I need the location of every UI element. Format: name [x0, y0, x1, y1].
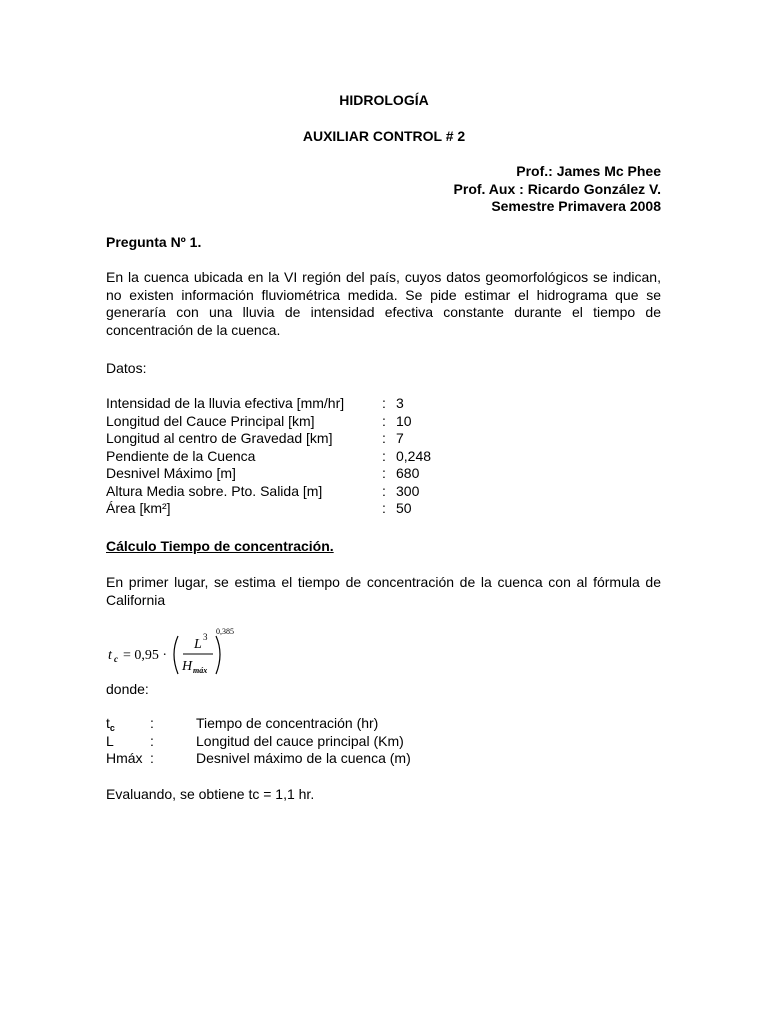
data-label: Datos:	[106, 360, 147, 376]
formula-lhs-subscript: c	[114, 654, 118, 664]
formula-exponent: 0,385	[216, 627, 234, 636]
data-row-label: Desnivel Máximo [m]	[106, 465, 236, 481]
variable-description: Desnivel máximo de la cuenca (m)	[196, 750, 411, 766]
variable-description: Longitud del cauce principal (Km)	[196, 732, 404, 749]
tc-section-heading: Cálculo Tiempo de concentración.	[106, 538, 334, 554]
data-row-separator: :	[382, 447, 386, 464]
formula-left-paren	[174, 636, 178, 674]
data-row-separator: :	[382, 430, 386, 446]
data-row-value: 50	[396, 500, 412, 516]
variable-separator: :	[150, 732, 154, 749]
variable-separator: :	[150, 750, 154, 766]
formula-equals-coefficient: = 0,95 ·	[123, 648, 168, 663]
data-row-label: Longitud del Cauce Principal [km]	[106, 412, 315, 429]
tc-intro-text: En primer lugar, se estima el tiempo de concentración de la cuenca con al fórmula de California	[106, 574, 661, 608]
variable-symbol: L	[106, 732, 114, 749]
data-row-value: 680	[396, 465, 420, 481]
data-row-value: 7	[396, 430, 404, 446]
data-row-separator: :	[382, 412, 386, 429]
data-row-value: 3	[396, 395, 404, 411]
variable-symbol: Hmáx	[106, 750, 143, 766]
data-row-separator: :	[382, 395, 386, 411]
data-row-label: Longitud al centro de Gravedad [km]	[106, 430, 333, 446]
assistant-professor-line: Prof. Aux : Ricardo González V.	[453, 181, 661, 197]
professor-line: Prof.: James Mc Phee	[516, 163, 661, 179]
data-row-label: Pendiente de la Cuenca	[106, 447, 256, 464]
question-statement: En la cuenca ubicada en la VI región del país, cuyos datos geomorfológicos se indican, no existen información fluviométrica medida. Se pide estimar el hidrograma que se generaría con una lluvia de intensidad efectiva constante durante el tiempo de concentración de la cuenca.	[106, 269, 661, 338]
variable-symbol-subscript: c	[109, 723, 115, 733]
data-row-value: 10	[396, 412, 412, 429]
semester-line: Semestre Primavera 2008	[491, 198, 661, 214]
data-row-label: Intensidad de la lluvia efectiva [mm/hr]	[106, 395, 345, 411]
question-heading: Pregunta Nº 1.	[106, 234, 202, 250]
formula-lhs: t	[108, 648, 112, 663]
course-title: HIDROLOGÍA	[339, 92, 429, 108]
variable-description: Tiempo de concentración (hr)	[196, 715, 379, 731]
formula-denominator: H	[182, 659, 193, 674]
data-row-label: Altura Media sobre. Pto. Salida [m]	[106, 482, 323, 499]
formula-numerator-exponent: 3	[203, 632, 208, 642]
data-row-separator: :	[382, 465, 386, 481]
data-row-value: 0,248	[396, 447, 432, 464]
formula-numerator: L	[194, 637, 202, 652]
california-formula	[106, 624, 266, 682]
formula-denominator-subscript: máx	[193, 666, 208, 675]
formula-right-paren	[216, 636, 220, 674]
result-text: Evaluando, se obtiene tc = 1,1 hr.	[106, 786, 315, 802]
variable-symbol-base: t	[106, 715, 110, 731]
where-label: donde:	[106, 681, 149, 697]
data-row-value: 300	[396, 482, 420, 499]
data-row-separator: :	[382, 482, 386, 499]
data-row-separator: :	[382, 500, 386, 516]
variable-separator: :	[150, 715, 154, 731]
document-title: AUXILIAR CONTROL # 2	[302, 128, 466, 144]
data-row-label: Área [km²]	[106, 500, 171, 516]
